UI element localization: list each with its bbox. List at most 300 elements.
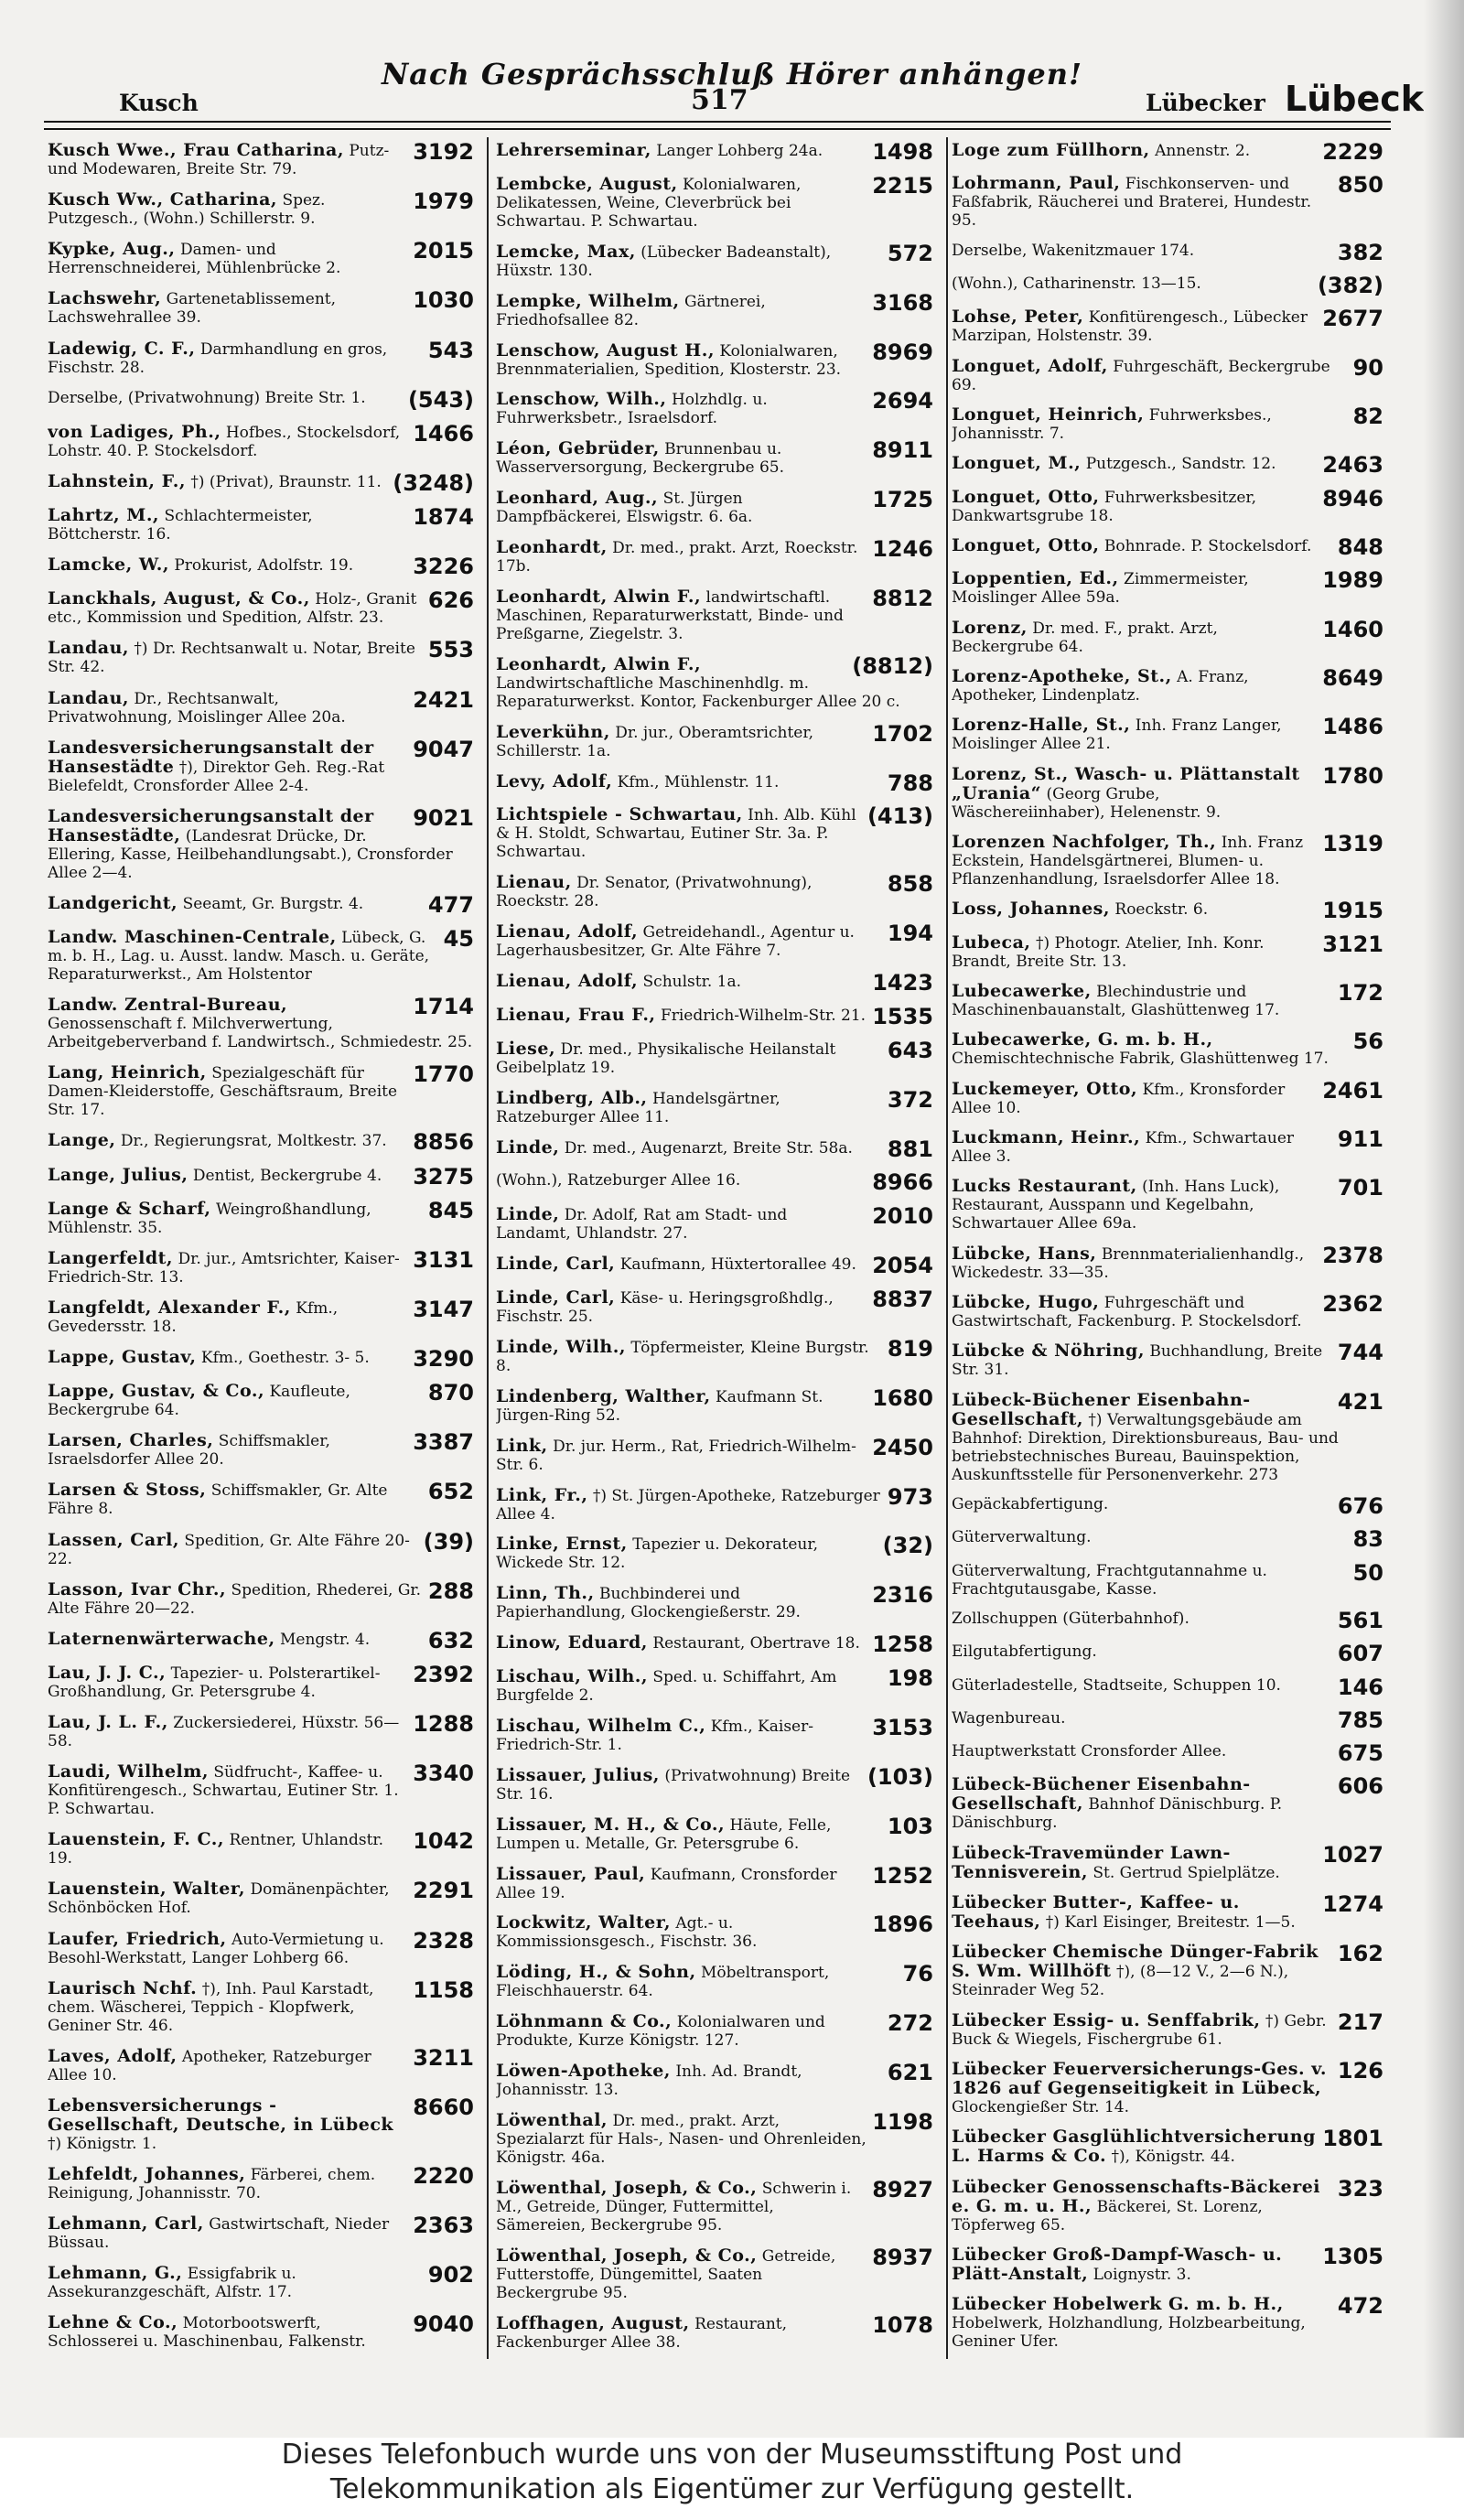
directory-entry (48, 2044, 478, 2084)
entry-name: Levy, Adolf, (496, 770, 613, 792)
phone-number: 1198 (872, 2108, 933, 2135)
entry-details: Konfitürengesch., Lübecker Marzipan, Holstenstr. 39. (952, 308, 1308, 346)
directory-entry (952, 1341, 1387, 1379)
directory-entry (496, 1086, 937, 1126)
column-divider (946, 137, 948, 2359)
entry-name: Longuet, Heinrich, (952, 404, 1145, 425)
entry-name: Larsen, Charles, (48, 1430, 214, 1451)
directory-entry (48, 589, 478, 627)
directory-entry (496, 2062, 937, 2099)
directory-entry (952, 485, 1387, 525)
directory-entry (952, 1740, 1387, 1767)
entry-name: Lebensversicherungs - Gesellschaft, Deutsche, in Lübeck (48, 2095, 394, 2135)
phone-number: (382) (1317, 272, 1383, 298)
directory-entry (48, 420, 478, 460)
directory-entry (496, 141, 937, 163)
entry-details: Blechindustrie und Maschinenbauanstalt, Glashüttenweg 17. (952, 982, 1280, 1019)
header-right-name: Lübecker (1146, 90, 1265, 116)
phone-number: 8812 (872, 585, 933, 611)
phone-number: 1535 (872, 1003, 933, 1029)
entry-name: Lange, (48, 1130, 116, 1151)
entry-name: Lau, J. L. F., (48, 1712, 168, 1732)
entry-name: Lissauer, Julius, (496, 1764, 660, 1785)
directory-entry (496, 772, 937, 794)
directory-entry (952, 1709, 1387, 1731)
entry-details: Handelsgärtner, Ratzeburger Allee 11. (496, 1089, 780, 1126)
header-rule (44, 128, 1391, 130)
phone-number: 1979 (413, 188, 474, 215)
phone-number: 2694 (872, 388, 933, 415)
phone-number: 1714 (413, 994, 474, 1020)
directory-entry (496, 1632, 937, 1658)
phone-number: 1896 (872, 1912, 933, 1938)
directory-entry (48, 1481, 478, 1518)
entry-details: (Wohn.), Ratzeburger Allee 16. (496, 1171, 741, 1190)
directory-entry (496, 720, 937, 760)
entry-name: Linow, Eduard, (496, 1632, 648, 1653)
directory-entry (48, 1627, 478, 1653)
phone-number: 785 (1337, 1707, 1383, 1733)
entry-details: Holz-, Granit etc., Kommission und Spedition, Alfstr. 23. (48, 590, 417, 628)
entry-name: Lienau, (496, 872, 572, 893)
entry-details: Inh. Alb. Kühl & H. Stoldt, Schwartau, Eutiner Str. 3a. P. Schwartau. (496, 806, 856, 862)
entry-details: Agt.- u. Kommissionsgesch., Fischstr. 36. (496, 1914, 758, 1952)
phone-number: 2378 (1322, 1242, 1383, 1268)
entry-name: Lucks Restaurant, (952, 1176, 1137, 1197)
entry-name: Lehrerseminar, (496, 141, 651, 160)
directory-entry (48, 386, 478, 413)
phone-number: 9040 (413, 2311, 474, 2338)
phone-number: 788 (887, 770, 933, 796)
entry-details: Dentist, Beckergrube 4. (192, 1166, 382, 1185)
directory-entry (496, 2176, 937, 2235)
entry-name: Löwenthal, Joseph, & Co., (496, 2177, 758, 2198)
entry-details: †), Inh. Paul Karstadt, chem. Wäscherei, Teppich - Klopfwerk, Geniner Str. 46. (48, 1979, 374, 2035)
phone-number: 3153 (872, 1714, 933, 1740)
entry-details: Derselbe, Wakenitzmauer 174. (952, 241, 1195, 260)
entry-details: Dr. med., prakt. Arzt, Spezialarzt für Hals-, Nasen- und Ohrenleiden, Königstr. 46a. (496, 2111, 867, 2167)
directory-entry (952, 2008, 1387, 2049)
entry-name: Lamcke, W., (48, 555, 169, 576)
phone-number: 973 (887, 1483, 933, 1510)
entry-name: Löwen-Apotheke, (496, 2061, 671, 2081)
entry-name: Lübcke, Hans, (952, 1243, 1097, 1264)
entry-details: Apotheker, Ratzeburger Allee 10. (48, 2047, 371, 2084)
directory-entry (952, 1526, 1387, 1553)
entry-name: Lübcke & Nöhring, (952, 1341, 1145, 1362)
entry-details: Kfm., Goethestr. 3- 5. (200, 1349, 370, 1367)
header-left-name: Kusch (119, 90, 199, 116)
entry-name: Lübecker Groß-Dampf-Wasch- u. Plätt-Anstalt, (952, 2245, 1283, 2285)
entry-name: Lorenz-Halle, St., (952, 715, 1131, 736)
phone-number: 8969 (872, 339, 933, 365)
entry-details: Schiffsmakler, Israelsdorfer Allee 20. (48, 1432, 330, 1470)
entry-details: Dr. jur., Amtsrichter, Kaiser-Friedrich-Str. 13. (48, 1249, 400, 1287)
phone-number: 1702 (872, 720, 933, 747)
directory-entry (952, 354, 1387, 394)
entry-name: Lang, Heinrich, (48, 1062, 207, 1083)
phone-number: 858 (887, 871, 933, 898)
entry-name: Lachswehr, (48, 288, 162, 309)
phone-number: 8966 (872, 1169, 933, 1196)
entry-name: Kusch Wwe., Frau Catharina, (48, 141, 344, 160)
directory-entry (496, 2311, 937, 2352)
entry-name: Lienau, Frau F., (496, 1004, 656, 1025)
phone-number: 8911 (872, 437, 933, 464)
entry-details: †), (8—12 V., 2—6 N.), Steinrader Weg 52. (952, 1963, 1289, 2000)
directory-entry (496, 1335, 937, 1375)
phone-number: 621 (887, 2060, 933, 2085)
phone-number: 1874 (413, 504, 474, 530)
entry-name: Landesversicherungsanstalt der Hansestädte, (48, 805, 374, 845)
directory-entry (952, 898, 1387, 924)
phone-number: 1246 (872, 536, 933, 562)
phone-number: 126 (1337, 2058, 1383, 2084)
entry-details: Buchbinderei und Papierhandlung, Glockengießerstr. 29. (496, 1585, 801, 1622)
entry-name: Loppentien, Ed., (952, 568, 1119, 589)
entry-details: †) (Privat), Braunstr. 11. (190, 472, 382, 491)
phone-number: 83 (1352, 1526, 1383, 1553)
entry-details: Inh. Franz Langer, Moislinger Allee 21. (952, 716, 1282, 754)
directory-entry (48, 1713, 478, 1750)
column-2 (496, 141, 937, 2355)
directory-entry (496, 2108, 937, 2167)
entry-name: Lahnstein, F., (48, 470, 186, 491)
entry-name: Lempke, Wilhelm, (496, 290, 680, 311)
entry-name: Lange & Scharf, (48, 1198, 211, 1219)
phone-number: 2362 (1322, 1290, 1383, 1317)
phone-number: 561 (1337, 1607, 1383, 1633)
entry-details: Dr. Senator, (Privatwohnung), Roeckstr. 28. (496, 874, 813, 911)
entry-name: Link, (496, 1435, 548, 1456)
directory-entry (496, 1584, 937, 1621)
directory-entry (496, 172, 937, 231)
directory-entry (496, 1714, 937, 1754)
phone-number: 1466 (413, 420, 474, 447)
phone-number: 162 (1337, 1941, 1383, 1967)
phone-number: 288 (427, 1578, 474, 1604)
entry-details: Güterverwaltung, Frachtgutannahme u. Frachtgutausgabe, Kasse. (952, 1561, 1267, 1599)
directory-entry (496, 805, 937, 861)
directory-entry (48, 996, 478, 1051)
phone-number: 606 (1337, 1773, 1383, 1800)
entry-name: Linde, (496, 1136, 560, 1158)
entry-details: Annenstr. 2. (1155, 142, 1251, 160)
directory-entry (496, 538, 937, 576)
column-divider (487, 137, 489, 2359)
entry-name: Leonhardt, (496, 537, 608, 557)
entry-name: Loss, Johannes, (952, 899, 1110, 920)
directory-entry (48, 1661, 478, 1701)
entry-name: Lockwitz, Walter, (496, 1912, 671, 1933)
entry-details: Kaufmann, Hüxtertorallee 49. (619, 1255, 856, 1275)
page-number: 517 (691, 84, 748, 116)
entry-name: Löwenthal, (496, 2109, 608, 2130)
phone-number: 632 (427, 1627, 474, 1653)
entry-details: Fuhrgeschäft, Beckergrube 69. (952, 357, 1330, 394)
phone-number: 477 (427, 891, 474, 918)
phone-number: 911 (1337, 1125, 1383, 1152)
entry-details: (Inh. Hans Luck), Restaurant, Ausspann und Kegelbahn, Schwartauer Allee 69a. (952, 1178, 1280, 1233)
entry-name: Lahrtz, M., (48, 505, 160, 525)
phone-number: 1680 (872, 1384, 933, 1411)
directory-entry (952, 1125, 1387, 1166)
directory-entry (952, 2295, 1387, 2351)
phone-number: 848 (1337, 533, 1383, 560)
entry-details: †) Dr. Rechtsanwalt u. Notar, Breite Str. 42. (48, 640, 415, 677)
entry-details: Färberei, chem. Reinigung, Johannisstr. 70. (48, 2166, 376, 2202)
entry-name: Lau, J. J. C., (48, 1662, 167, 1683)
phone-number: 8946 (1322, 485, 1383, 512)
phone-number: 3290 (413, 1346, 474, 1372)
directory-entry (952, 239, 1387, 265)
phone-number: 881 (887, 1136, 933, 1162)
entry-details: Domänenpächter, Schönböcken Hof. (48, 1880, 390, 1918)
phone-number: 9021 (413, 804, 474, 831)
phone-number: 2215 (872, 172, 933, 199)
entry-details: Hofbes., Stockelsdorf, Lohstr. 40. P. Stockelsdorf. (48, 423, 401, 460)
directory-entry (48, 1580, 478, 1618)
entry-details: Spezialgeschäft für Damen-Kleiderstoffe, Geschäftsraum, Breite Str. 17. (48, 1064, 398, 1120)
phone-number: 572 (887, 240, 933, 266)
phone-number: 675 (1337, 1740, 1383, 1767)
phone-number: (39) (423, 1528, 474, 1555)
entry-name: Lübecker Butter-, Kaffee- u. Teehaus, (952, 1892, 1240, 1933)
entry-name: Lubeca, (952, 932, 1031, 953)
directory-entry (952, 1290, 1387, 1330)
header-note: Nach Gesprächsschluß Hörer anhängen! (381, 57, 1083, 92)
entry-details: Gepäckabfertigung. (952, 1494, 1109, 1513)
entry-name: Lorenz-Apotheke, St., (952, 665, 1172, 686)
directory-entry (952, 569, 1387, 607)
entry-name: Lehfeldt, Johannes, (48, 2164, 246, 2184)
entry-name: von Ladiges, Ph., (48, 421, 221, 442)
entry-details: Hobelwerk, Holzhandlung, Holzbearbeitung, Geniner Ufer. (952, 2314, 1306, 2352)
entry-details: Dr. med., Physikalische Heilanstalt Geibelplatz 19. (496, 1039, 836, 1077)
entry-details: Käse- u. Heringsgroßhdlg., Fischstr. 25. (496, 1289, 834, 1326)
entry-details: Spedition, Rhederei, Gr. Alte Fähre 20—22. (48, 1580, 422, 1618)
phone-number: 3340 (413, 1761, 474, 1787)
phone-number: 146 (1337, 1674, 1383, 1700)
directory-entry (496, 1253, 937, 1279)
entry-details: Güterverwaltung. (952, 1528, 1092, 1547)
directory-entry (952, 616, 1387, 656)
phone-number: 1770 (413, 1061, 474, 1088)
column-1 (48, 141, 478, 2355)
phone-number: 3168 (872, 289, 933, 316)
directory-entry (48, 928, 478, 984)
directory-entry (952, 307, 1387, 345)
directory-entry (952, 1607, 1387, 1633)
directory-entry (496, 1483, 937, 1524)
directory-entry (48, 1163, 478, 1190)
directory-entry (952, 664, 1387, 705)
entry-details: Mengstr. 4. (279, 1630, 371, 1649)
entry-details: Brunnenbau u. Wasserversorgung, Beckergrube 65. (496, 440, 785, 478)
directory-entry (48, 804, 478, 882)
directory-entry (48, 1063, 478, 1119)
entry-details: Kolonialwaren und Produkte, Kurze Königstr. 127. (496, 2013, 825, 2051)
entry-name: Linde, (496, 1204, 560, 1225)
entry-details: Dr. med., Augenarzt, Breite Str. 58a. (564, 1138, 853, 1158)
entry-details: Spedition, Gr. Alte Fähre 20-22. (48, 1531, 410, 1568)
directory-entry (496, 1434, 937, 1474)
directory-entry (952, 1676, 1387, 1698)
entry-details: Holzhdlg. u. Fuhrwerksbetr., Israelsdorf. (496, 391, 768, 428)
phone-number: 2461 (1322, 1077, 1383, 1104)
phone-number: (3248) (393, 469, 474, 496)
phone-number: 2363 (413, 2213, 474, 2239)
footer-line-2: Telekommunikation als Eigentümer zur Verfügung gestellt. (329, 2473, 1135, 2505)
entry-details: Dr. jur., Oberamtsrichter, Schillerstr. 1a. (496, 723, 814, 760)
directory-entry (952, 405, 1387, 443)
phone-number: 8937 (872, 2244, 933, 2270)
directory-entry (496, 390, 937, 427)
entry-details: Bohnrade. P. Stockelsdorf. (1103, 536, 1312, 555)
entry-name: Lorenz, (952, 617, 1028, 638)
entry-name: Linke, Ernst, (496, 1534, 628, 1555)
entry-details: †) Photogr. Atelier, Inh. Konr. Brandt, Breite Str. 13. (952, 933, 1265, 971)
phone-number: 198 (887, 1665, 933, 1691)
entry-details: Chemischtechnische Fabrik, Glashüttenweg 17. (952, 1050, 1329, 1069)
entry-name: Lienau, Adolf, (496, 921, 639, 942)
phone-number: 553 (427, 637, 474, 663)
entry-details: Dr., Rechtsanwalt, Privatwohnung, Moislinger Allee 20a. (48, 689, 346, 727)
entry-details: Buchhandlung, Breite Str. 31. (952, 1342, 1323, 1380)
directory-entry (496, 341, 937, 379)
entry-name: Lembcke, August, (496, 173, 678, 194)
phone-number: 172 (1337, 979, 1383, 1006)
entry-name: Laufer, Friedrich, (48, 1928, 227, 1949)
directory-entry (48, 891, 478, 918)
entry-name: Lissauer, M. H., & Co., (496, 1814, 726, 1835)
entry-details: Bäckerei, St. Lorenz, Töpferweg 65. (952, 2197, 1263, 2235)
entry-details: Darmhandlung en gros, Fischstr. 28. (48, 339, 388, 377)
directory-entry (496, 652, 937, 711)
phone-number: 2328 (413, 1927, 474, 1954)
phone-number: 8660 (413, 2094, 474, 2120)
entry-name: Lübcke, Hugo, (952, 1291, 1100, 1312)
directory-entry (952, 452, 1387, 479)
phone-number: 819 (887, 1335, 933, 1362)
entry-details: Fuhrwerksbesitzer, Dankwartsgrube 18. (952, 488, 1257, 525)
entry-details: Tapezier- u. Polsterartikel-Großhandlung, Gr. Petersgrube 4. (48, 1664, 381, 1701)
directory-entry (952, 1893, 1387, 1932)
entry-name: Lübeck-Travemünder Lawn-Tennisverein, (952, 1842, 1231, 1882)
directory-entry (48, 469, 478, 496)
directory-entry (496, 2012, 937, 2050)
entry-details: St. Jürgen Dampfbäckerei, Elswigstr. 6. 6a. (496, 490, 753, 527)
entry-name: Lehmann, Carl, (48, 2213, 204, 2235)
entry-details: Gartenetablissement, Lachswehrallee 39. (48, 290, 337, 328)
phone-number: 1486 (1322, 714, 1383, 740)
phone-number: 1274 (1322, 1891, 1383, 1918)
directory-entry (48, 738, 478, 795)
entry-details: Töpfermeister, Kleine Burgstr. 8. (496, 1338, 869, 1375)
entry-name: Lubecawerke, (952, 980, 1092, 1001)
entry-details: St. Gertrud Spielplätze. (1093, 1863, 1280, 1882)
phone-number: 2229 (1322, 141, 1383, 165)
phone-number: 3121 (1322, 931, 1383, 957)
entry-details: Zuckersiederei, Hüxstr. 56—58. (48, 1714, 400, 1750)
entry-name: Lasson, Ivar Chr., (48, 1578, 227, 1599)
entry-name: Loffhagen, August, (496, 2312, 690, 2333)
directory-entry (952, 1177, 1387, 1233)
directory-entry (496, 1169, 937, 1196)
phone-number: 2316 (872, 1582, 933, 1609)
entry-details: †), Königstr. 44. (1111, 2148, 1235, 2167)
entry-name: Lübecker Chemische Dünger-Fabrik S. Wm. Willhöft (952, 1942, 1319, 1982)
directory-entry (496, 1138, 937, 1160)
phone-number: 3147 (413, 1296, 474, 1322)
entry-details: Gastwirtschaft, Nieder Büssau. (48, 2215, 390, 2253)
entry-details: Fuhrgeschäft und Gastwirtschaft, Fackenburg. P. Stockelsdorf. (952, 1293, 1302, 1330)
phone-number: 1460 (1322, 616, 1383, 642)
directory-entry (952, 716, 1387, 753)
entry-name: Linde, Carl, (496, 1254, 616, 1275)
entry-name: Lappe, Gustav, & Co., (48, 1381, 265, 1402)
entry-details: Getreide, Futterstoffe, Düngemittel, Saaten Beckergrube 95. (496, 2246, 836, 2302)
entry-name: Landw. Maschinen-Centrale, (48, 927, 337, 947)
phone-number: 1423 (872, 970, 933, 996)
entry-details: Güterladestelle, Stadtseite, Schuppen 10. (952, 1675, 1281, 1695)
directory-entry (496, 873, 937, 910)
directory-entry (496, 489, 937, 526)
directory-entry (48, 1976, 478, 2035)
entry-name: Linde, Carl, (496, 1287, 616, 1308)
directory-entry (952, 1641, 1387, 1667)
phone-number: 8856 (413, 1129, 474, 1156)
entry-details: Derselbe, (Privatwohnung) Breite Str. 1. (48, 388, 366, 407)
directory-entry (48, 1927, 478, 1967)
directory-entry (952, 1388, 1387, 1484)
entry-details: Kfm., Gevedersstr. 18. (48, 1298, 339, 1336)
phone-number: 3275 (413, 1163, 474, 1190)
entry-details: Putzgesch., Sandstr. 12. (1085, 455, 1276, 474)
entry-name: Lübecker Genossenschafts-Bäckerei e. G. m. u. H., (952, 2176, 1321, 2216)
phone-number: 472 (1337, 2293, 1383, 2320)
phone-number: 2421 (413, 686, 474, 713)
entry-name: Landgericht, (48, 892, 178, 913)
entry-details: Sped. u. Schiffahrt, Am Burgfelde 2. (496, 1668, 837, 1705)
directory-entry (496, 1384, 937, 1425)
entry-details: Rentner, Uhlandstr. 19. (48, 1831, 384, 1868)
entry-name: Langerfeldt, (48, 1247, 174, 1268)
phone-number: 902 (427, 2262, 474, 2288)
entry-name: Kypke, Aug., (48, 239, 176, 260)
directory-entry (496, 587, 937, 643)
entry-details: Schwerin i. M., Getreide, Dünger, Futtermittel, Sämereien, Beckergrube 95. (496, 2179, 852, 2235)
entry-name: Lorenz, St., Wasch- u. Plättanstalt „Urania“ (952, 763, 1300, 803)
directory-entry (496, 1815, 937, 1853)
entry-details: Tapezier u. Dekorateur, Wickede Str. 12. (496, 1535, 819, 1573)
directory-entry (496, 2246, 937, 2302)
entry-details: Südfrucht-, Kaffee- u. Konfitürengesch., Schwartau, Eutiner Str. 1. P. Schwartau. (48, 1763, 399, 1819)
directory-entry (952, 2127, 1387, 2166)
entry-details: Dr., Regierungsrat, Moltkestr. 37. (120, 1132, 387, 1151)
entry-name: Landw. Zentral-Bureau, (48, 995, 288, 1016)
phone-number: 194 (887, 921, 933, 947)
entry-name: Luckemeyer, Otto, (952, 1078, 1138, 1099)
directory-entry (48, 1129, 478, 1156)
directory-entry (952, 1244, 1387, 1282)
phone-number: 9047 (413, 736, 474, 762)
entry-name: Lübecker Gasglühlichtversicherung L. Harms & Co. (952, 2127, 1316, 2167)
entry-details: (Wohn.), Catharinenstr. 13—15. (952, 274, 1201, 293)
entry-name: Lanckhals, August, & Co., (48, 588, 310, 609)
entry-details: Restaurant, Fackenburger Allee 38. (496, 2314, 788, 2352)
directory-entry (952, 2060, 1387, 2116)
